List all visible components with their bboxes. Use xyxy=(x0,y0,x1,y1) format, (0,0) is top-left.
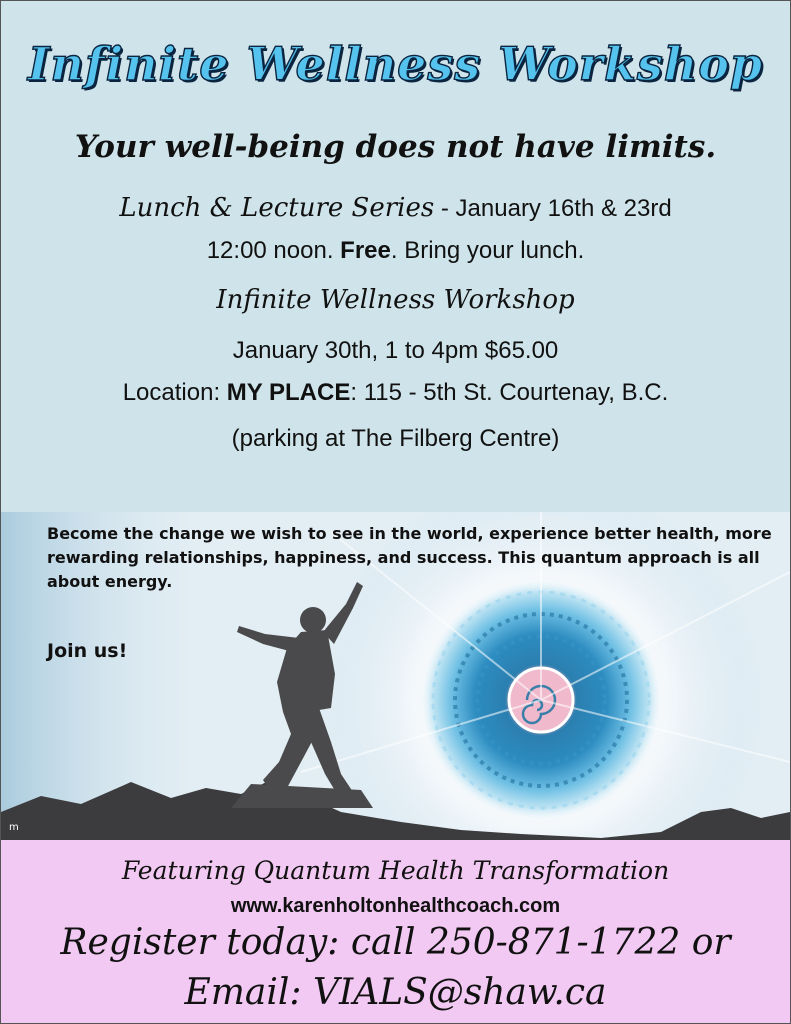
page-title: Infinite Wellness Workshop xyxy=(27,37,764,91)
location-line xyxy=(1,379,790,407)
workshop-name-line xyxy=(1,285,790,315)
workshop-name: Infinite Wellness Workshop xyxy=(216,285,575,315)
artwork-panel xyxy=(1,512,790,840)
workshop-when: January 30th, 1 to 4pm $65.00 xyxy=(232,337,559,364)
location-name: MY PLACE xyxy=(226,379,351,406)
lecture-series-line xyxy=(1,193,790,223)
footer-panel xyxy=(1,840,790,1023)
artist-mark: m xyxy=(9,822,19,833)
join-us-text: Join us! xyxy=(47,640,128,662)
parking-note: (parking at The Filberg Centre) xyxy=(231,425,560,452)
website-link[interactable]: www.karenholtonhealthcoach.com xyxy=(230,895,561,917)
description-text: Become the change we wish to see in the world, experience better health, more rewarding relationships, happiness, and success. This quantum approach is all about energy. xyxy=(47,524,772,591)
lecture-note: . Bring your lunch. xyxy=(390,237,585,264)
location-address: : 115 - 5th St. Courtenay, B.C. xyxy=(350,379,669,406)
tagline: Your well-being does not have limits. xyxy=(74,129,717,165)
email-contact[interactable]: Email: VIALS@shaw.ca xyxy=(184,972,607,1013)
header-panel xyxy=(1,1,790,512)
lecture-series-dates: - January 16th & 23rd xyxy=(434,195,672,222)
featuring-text: Featuring Quantum Health Transformation xyxy=(121,856,670,885)
location-label: Location: xyxy=(122,379,227,406)
free-label: Free xyxy=(340,237,391,264)
lecture-time-line xyxy=(1,237,790,265)
lecture-series-name: Lunch & Lecture Series xyxy=(119,193,435,223)
lecture-time: 12:00 noon. xyxy=(206,237,341,264)
register-phone: Register today: call 250-871-1722 or xyxy=(60,922,731,963)
